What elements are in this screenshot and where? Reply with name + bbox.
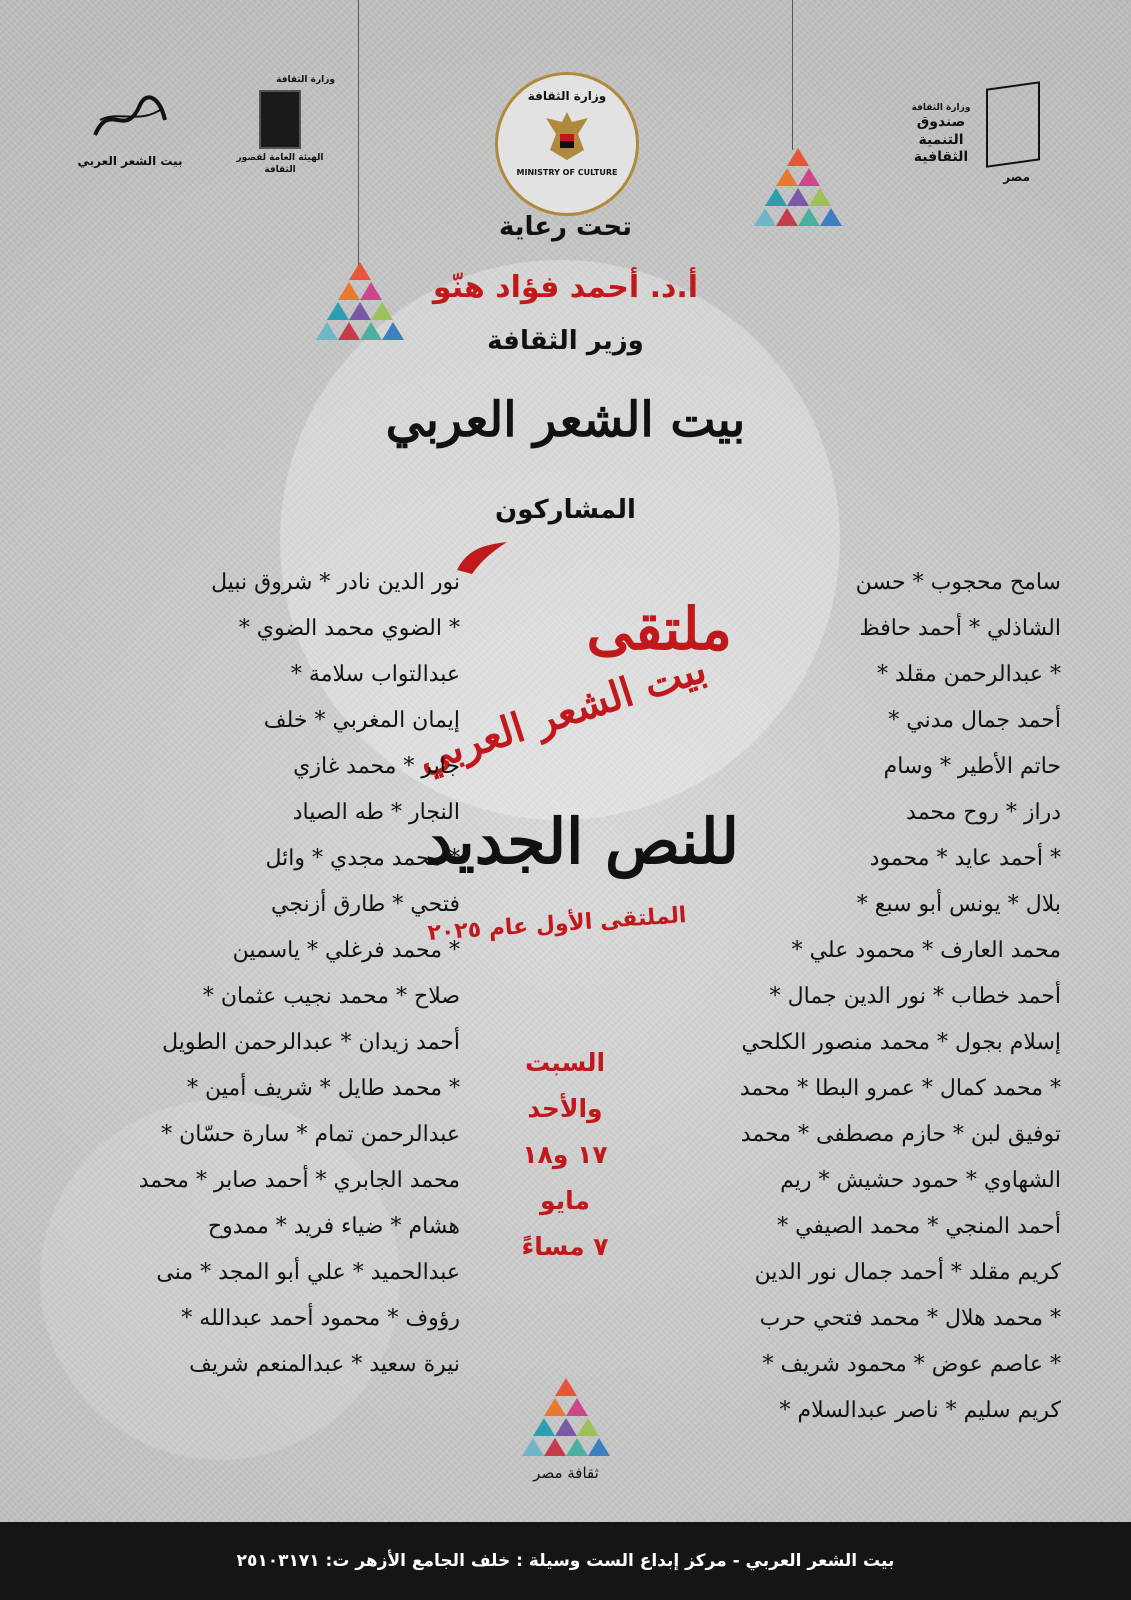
participant-line: نيرة سعيد * عبدالمنعم شريف [189, 1352, 460, 1377]
participant-line: فتحي * طارق أزنجي [271, 892, 460, 917]
participant-line: إسلام بجول * محمد منصور الكلحي [741, 1030, 1061, 1055]
participant-line: أحمد خطاب * نور الدين جمال * [769, 984, 1061, 1009]
footer-bar [0, 1522, 1131, 1600]
participant-line: * الضوي محمد الضوي * [238, 616, 460, 641]
participant-line: جابر * محمد غازي [293, 754, 460, 779]
participant-line: الشاذلي * أحمد حافظ [859, 616, 1061, 641]
participant-line: أحمد جمال مدني * [888, 708, 1061, 733]
participant-line: صلاح * محمد نجيب عثمان * [202, 984, 460, 1009]
event-schedule [505, 1040, 625, 1270]
calligraphy-icon [85, 80, 175, 150]
participant-line: محمد الجابري * أحمد صابر * محمد [138, 1168, 460, 1193]
gopp-logo: وزارة الثقافة الهيئة العامة لقصور الثقافة [236, 75, 335, 175]
house-calligraphy-title: بيت الشعر العربي [385, 392, 746, 448]
event-logo: ملتقى بيت الشعر العربي للنص الجديد الملتقى الأول عام ٢٠٢٥ [392, 540, 772, 960]
patronage-label: تحت رعاية [498, 212, 633, 242]
participant-line: بلال * يونس أبو سبع * [856, 892, 1061, 917]
participants-right-column [671, 560, 1061, 1434]
participant-line: الشهاوي * حمود حشيش * ريم [780, 1168, 1061, 1193]
participant-line: حاتم الأطير * وسام [883, 754, 1061, 779]
pyramid-icon [520, 1378, 612, 1458]
fund-emblem-icon [986, 81, 1040, 168]
participant-line: * محمد هلال * محمد فتحي حرب [759, 1306, 1061, 1331]
participant-line: إيمان المغربي * خلف [263, 708, 460, 733]
footer-address: بيت الشعر العربي - مركز إبداع الست وسيلة : خلف الجامع الأزهر ت: ٢٥١٠٣١٧١ [236, 1551, 895, 1571]
schedule-time: ٧ مساءً [521, 1232, 609, 1261]
minister-name: أ.د. أحمد فؤاد هنّو [432, 270, 699, 305]
minister-title: وزير الثقافة [487, 326, 644, 356]
participant-line: محمد العارف * محمود علي * [791, 938, 1061, 963]
participant-line: * عبدالرحمن مقلد * [876, 662, 1061, 687]
schedule-month: مايو [540, 1186, 590, 1215]
bird-icon [452, 540, 512, 580]
participant-line: عبدالرحمن تمام * سارة حسّان * [161, 1122, 460, 1147]
participant-line: النجار * طه الصياد [292, 800, 460, 825]
participant-line: كريم مقلد * أحمد جمال نور الدين [754, 1260, 1061, 1285]
participant-line: دراز * روح محمد [906, 800, 1061, 825]
schedule-dates: ١٧ و١٨ [522, 1140, 608, 1169]
eagle-icon [542, 108, 592, 164]
building-icon [259, 90, 301, 149]
participant-line: * محمد مجدي * وائل [265, 846, 460, 871]
participant-line: سامح محجوب * حسن [855, 570, 1061, 595]
participant-line: أحمد زيدان * عبدالرحمن الطويل [162, 1030, 460, 1055]
culture-egypt-label: ثقافة مصر [533, 1464, 599, 1482]
house-of-arab-poetry-logo: بيت الشعر العربي [75, 80, 185, 169]
participant-line: توفيق لبن * حازم مصطفى * محمد [740, 1122, 1061, 1147]
culture-egypt-logo [512, 1378, 620, 1482]
participant-line: أحمد المنجي * محمد الصيفي * [777, 1214, 1061, 1239]
participant-line: * محمد فرغلي * ياسمين [232, 938, 460, 963]
schedule-day1: السبت [524, 1048, 606, 1077]
ministry-of-culture-seal: وزارة الثقافة MINISTRY OF CULTURE [495, 72, 639, 216]
hanging-string [792, 0, 793, 150]
participant-line: هشام * ضياء فريد * ممدوح [207, 1214, 460, 1239]
schedule-day2: والأحد [527, 1094, 603, 1123]
participants-heading: المشاركون [495, 495, 636, 525]
participant-line: * محمد كمال * عمرو البطا * محمد [739, 1076, 1061, 1101]
participant-line: * محمد طايل * شريف أمين * [187, 1076, 460, 1101]
participant-line: رؤوف * محمود أحمد عبدالله * [181, 1306, 460, 1331]
participant-line: عبدالحميد * علي أبو المجد * منى [156, 1260, 460, 1285]
participant-line: كريم سليم * ناصر عبدالسلام * [779, 1398, 1061, 1423]
participant-line: * عاصم عوض * محمود شريف * [762, 1352, 1061, 1377]
participants-left-column [70, 560, 460, 1388]
participant-line: عبدالتواب سلامة * [290, 662, 460, 687]
participant-line: * أحمد عايد * محمود [869, 846, 1061, 871]
participant-line: نور الدين نادر * شروق نبيل [211, 570, 460, 595]
